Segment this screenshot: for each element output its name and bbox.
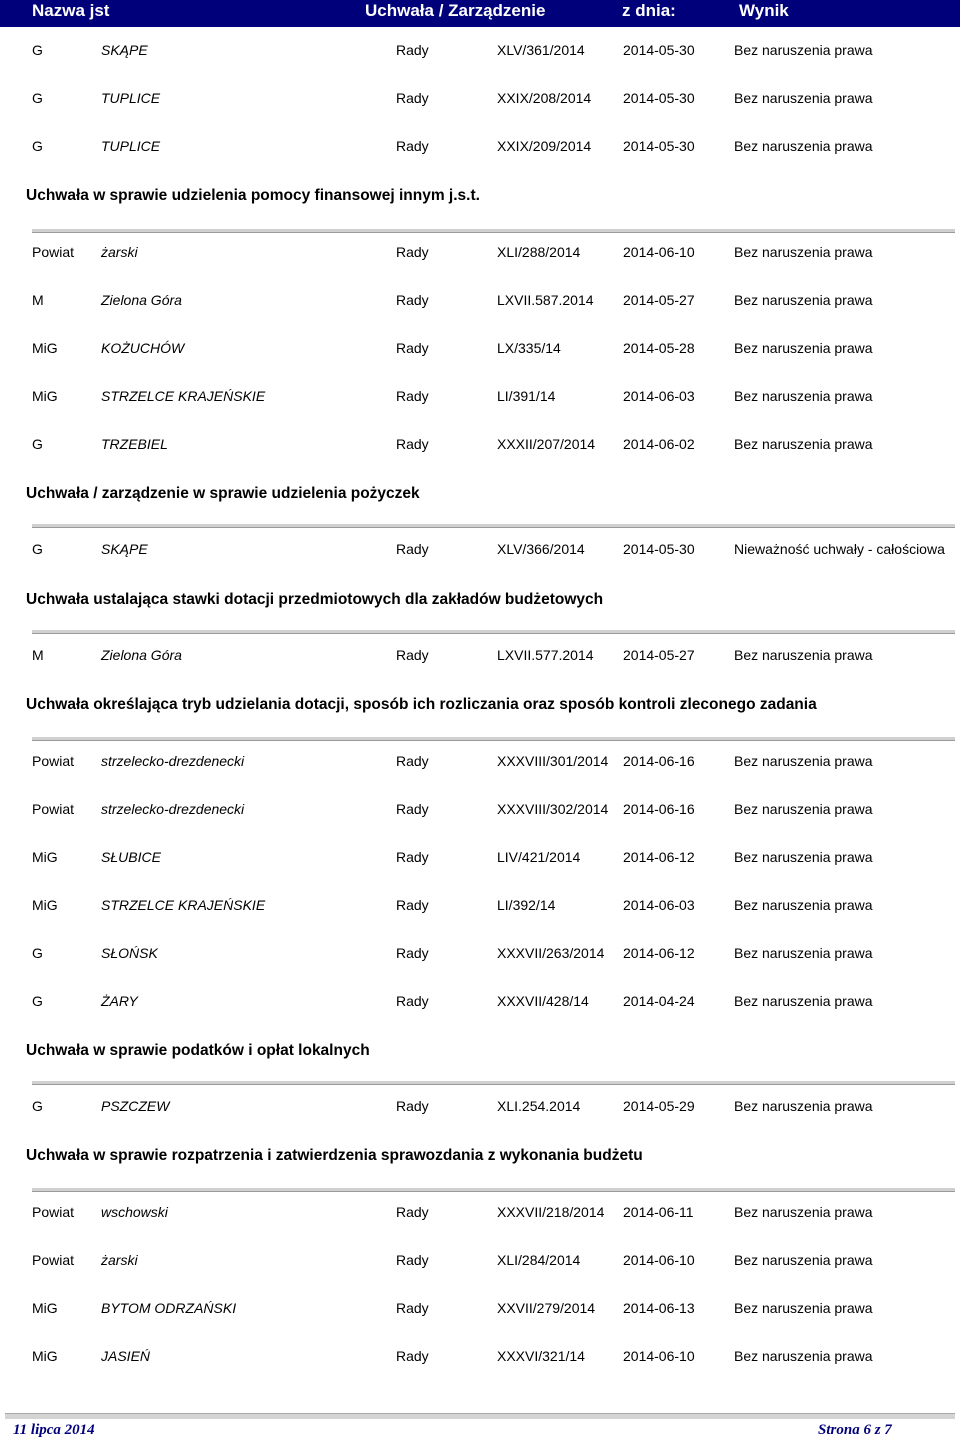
issuing-body: Rady: [396, 1252, 429, 1268]
result: Bez naruszenia prawa: [734, 244, 873, 260]
act-date: 2014-06-03: [623, 388, 695, 404]
act-number: XXVII/279/2014: [497, 1300, 596, 1316]
jst-type: M: [32, 647, 44, 663]
table-row: [0, 244, 960, 264]
issuing-body: Rady: [396, 1300, 429, 1316]
jst-type: Powiat: [32, 1204, 75, 1220]
jst-type: Powiat: [32, 801, 75, 817]
section-title: Uchwała w sprawie udzielenia pomocy finansowej innym j.s.t.: [26, 187, 480, 204]
table-row: [0, 436, 960, 456]
table-header: [0, 0, 960, 27]
jst-name: strzelecko-drezdenecki: [101, 753, 245, 769]
jst-name: SŁOŃSK: [101, 945, 158, 961]
act-date: 2014-06-16: [623, 801, 695, 817]
act-date: 2014-06-13: [623, 1300, 695, 1316]
header-date: z dnia:: [622, 1, 676, 20]
jst-name: SŁUBICE: [101, 849, 161, 865]
issuing-body: Rady: [396, 292, 429, 308]
act-date: 2014-06-16: [623, 753, 695, 769]
jst-name: SKĄPE: [101, 541, 148, 557]
act-date: 2014-06-02: [623, 436, 695, 452]
result: Bez naruszenia prawa: [734, 647, 873, 663]
jst-name: TUPLICE: [101, 138, 161, 154]
section-title: Uchwała określająca tryb udzielania dotacji, sposób ich rozliczania oraz sposób kontroli zleconego zadania: [26, 696, 817, 713]
result: Bez naruszenia prawa: [734, 138, 873, 154]
act-date: 2014-06-10: [623, 1348, 695, 1364]
result: Bez naruszenia prawa: [734, 1252, 873, 1268]
act-date: 2014-05-30: [623, 541, 695, 557]
issuing-body: Rady: [396, 388, 429, 404]
act-number: XLV/361/2014: [497, 42, 585, 58]
act-date: 2014-05-28: [623, 340, 695, 356]
act-number: XXXVII/428/14: [497, 993, 589, 1009]
issuing-body: Rady: [396, 993, 429, 1009]
section-divider: [32, 229, 955, 233]
section-title: Uchwała w sprawie rozpatrzenia i zatwierdzenia sprawozdania z wykonania budżetu: [26, 1147, 643, 1164]
act-date: 2014-04-24: [623, 993, 695, 1009]
section-divider: [32, 1081, 955, 1085]
section-title: Uchwała ustalająca stawki dotacji przedmiotowych dla zakładów budżetowych: [26, 591, 604, 608]
act-date: 2014-05-30: [623, 42, 695, 58]
act-number: XXXVI/321/14: [497, 1348, 585, 1364]
jst-type: MiG: [32, 849, 58, 865]
jst-type: Powiat: [32, 244, 75, 260]
section-divider: [32, 737, 955, 741]
result: Bez naruszenia prawa: [734, 42, 873, 58]
table-row: [0, 340, 960, 360]
act-number: XLV/366/2014: [497, 541, 585, 557]
jst-name: SKĄPE: [101, 42, 148, 58]
footer-divider: [5, 1413, 955, 1419]
act-number: XXXVIII/302/2014: [497, 801, 609, 817]
jst-name: wschowski: [101, 1204, 168, 1220]
act-number: XXXVII/218/2014: [497, 1204, 605, 1220]
jst-type: MiG: [32, 340, 58, 356]
result: Bez naruszenia prawa: [734, 90, 873, 106]
act-date: 2014-06-12: [623, 849, 695, 865]
issuing-body: Rady: [396, 42, 429, 58]
table-row: [0, 945, 960, 965]
table-row: [0, 849, 960, 869]
issuing-body: Rady: [396, 138, 429, 154]
jst-type: G: [32, 993, 43, 1009]
result: Bez naruszenia prawa: [734, 801, 873, 817]
section-divider: [32, 524, 955, 528]
table-row: [0, 90, 960, 110]
jst-type: MiG: [32, 1348, 58, 1364]
result: Bez naruszenia prawa: [734, 1098, 873, 1114]
act-date: 2014-05-30: [623, 90, 695, 106]
section-title: Uchwała / zarządzenie w sprawie udzielenia pożyczek: [26, 485, 420, 502]
issuing-body: Rady: [396, 801, 429, 817]
act-date: 2014-06-11: [623, 1204, 694, 1220]
jst-name: żarski: [101, 1252, 138, 1268]
jst-name: TUPLICE: [101, 90, 161, 106]
table-row: [0, 42, 960, 62]
jst-name: KOŻUCHÓW: [101, 340, 185, 356]
act-date: 2014-05-29: [623, 1098, 695, 1114]
act-number: XXIX/209/2014: [497, 138, 592, 154]
issuing-body: Rady: [396, 945, 429, 961]
header-result: Wynik: [739, 1, 789, 20]
act-number: LI/391/14: [497, 388, 556, 404]
act-date: 2014-06-12: [623, 945, 695, 961]
act-number: XXXVII/263/2014: [497, 945, 605, 961]
table-row: [0, 388, 960, 408]
issuing-body: Rady: [396, 897, 429, 913]
section-title: Uchwała w sprawie podatków i opłat lokalnych: [26, 1042, 370, 1059]
table-row: [0, 1252, 960, 1272]
table-row: [0, 1300, 960, 1320]
jst-type: G: [32, 436, 43, 452]
result: Bez naruszenia prawa: [734, 436, 873, 452]
act-date: 2014-06-10: [623, 1252, 695, 1268]
table-row: [0, 1098, 960, 1118]
jst-name: Zielona Góra: [101, 292, 182, 308]
result: Bez naruszenia prawa: [734, 388, 873, 404]
result: Nieważność uchwały - całościowa: [734, 541, 945, 557]
table-row: [0, 801, 960, 821]
header-name: Nazwa jst: [32, 1, 110, 20]
issuing-body: Rady: [396, 541, 429, 557]
issuing-body: Rady: [396, 1098, 429, 1114]
result: Bez naruszenia prawa: [734, 897, 873, 913]
result: Bez naruszenia prawa: [734, 1300, 873, 1316]
section-divider: [32, 630, 955, 634]
jst-type: G: [32, 90, 43, 106]
act-date: 2014-05-27: [623, 647, 695, 663]
act-date: 2014-05-27: [623, 292, 695, 308]
jst-name: TRZEBIEL: [101, 436, 168, 452]
table-row: [0, 292, 960, 312]
result: Bez naruszenia prawa: [734, 993, 873, 1009]
result: Bez naruszenia prawa: [734, 1348, 873, 1364]
table-row: [0, 541, 960, 561]
act-number: LIV/421/2014: [497, 849, 581, 865]
act-number: XLI/284/2014: [497, 1252, 581, 1268]
issuing-body: Rady: [396, 1204, 429, 1220]
jst-type: M: [32, 292, 44, 308]
footer-date: 11 lipca 2014: [13, 1422, 95, 1438]
table-row: [0, 993, 960, 1013]
table-row: [0, 897, 960, 917]
jst-name: STRZELCE KRAJEŃSKIE: [101, 897, 266, 913]
jst-name: Zielona Góra: [101, 647, 182, 663]
issuing-body: Rady: [396, 90, 429, 106]
table-row: [0, 1348, 960, 1368]
jst-type: MiG: [32, 388, 58, 404]
issuing-body: Rady: [396, 753, 429, 769]
section-divider: [32, 1188, 955, 1192]
result: Bez naruszenia prawa: [734, 849, 873, 865]
issuing-body: Rady: [396, 849, 429, 865]
jst-name: STRZELCE KRAJEŃSKIE: [101, 388, 266, 404]
result: Bez naruszenia prawa: [734, 1204, 873, 1220]
jst-name: strzelecko-drezdenecki: [101, 801, 245, 817]
issuing-body: Rady: [396, 340, 429, 356]
footer-page: Strona 6 z 7: [818, 1422, 892, 1438]
jst-name: BYTOM ODRZAŃSKI: [101, 1300, 237, 1316]
issuing-body: Rady: [396, 1348, 429, 1364]
act-number: LX/335/14: [497, 340, 561, 356]
jst-type: G: [32, 138, 43, 154]
jst-name: żarski: [101, 244, 138, 260]
jst-type: G: [32, 541, 43, 557]
act-date: 2014-05-30: [623, 138, 695, 154]
jst-name: JASIEŃ: [101, 1348, 151, 1364]
jst-type: G: [32, 42, 43, 58]
result: Bez naruszenia prawa: [734, 945, 873, 961]
jst-type: G: [32, 945, 43, 961]
table-row: [0, 1204, 960, 1224]
header-act: Uchwała / Zarządzenie: [365, 1, 546, 20]
jst-type: Powiat: [32, 753, 75, 769]
jst-name: ŻARY: [101, 993, 138, 1009]
act-date: 2014-06-10: [623, 244, 695, 260]
issuing-body: Rady: [396, 436, 429, 452]
issuing-body: Rady: [396, 647, 429, 663]
act-number: XLI/288/2014: [497, 244, 581, 260]
act-number: LXVII.587.2014: [497, 292, 594, 308]
act-number: XLI.254.2014: [497, 1098, 581, 1114]
act-date: 2014-06-03: [623, 897, 695, 913]
result: Bez naruszenia prawa: [734, 753, 873, 769]
table-row: [0, 753, 960, 773]
act-number: LI/392/14: [497, 897, 556, 913]
result: Bez naruszenia prawa: [734, 292, 873, 308]
jst-type: MiG: [32, 897, 58, 913]
result: Bez naruszenia prawa: [734, 340, 873, 356]
issuing-body: Rady: [396, 244, 429, 260]
jst-name: PSZCZEW: [101, 1098, 170, 1114]
jst-type: MiG: [32, 1300, 58, 1316]
act-number: XXIX/208/2014: [497, 90, 592, 106]
act-number: XXXVIII/301/2014: [497, 753, 609, 769]
jst-type: Powiat: [32, 1252, 75, 1268]
act-number: LXVII.577.2014: [497, 647, 594, 663]
table-row: [0, 138, 960, 158]
act-number: XXXII/207/2014: [497, 436, 596, 452]
table-row: [0, 647, 960, 667]
jst-type: G: [32, 1098, 43, 1114]
